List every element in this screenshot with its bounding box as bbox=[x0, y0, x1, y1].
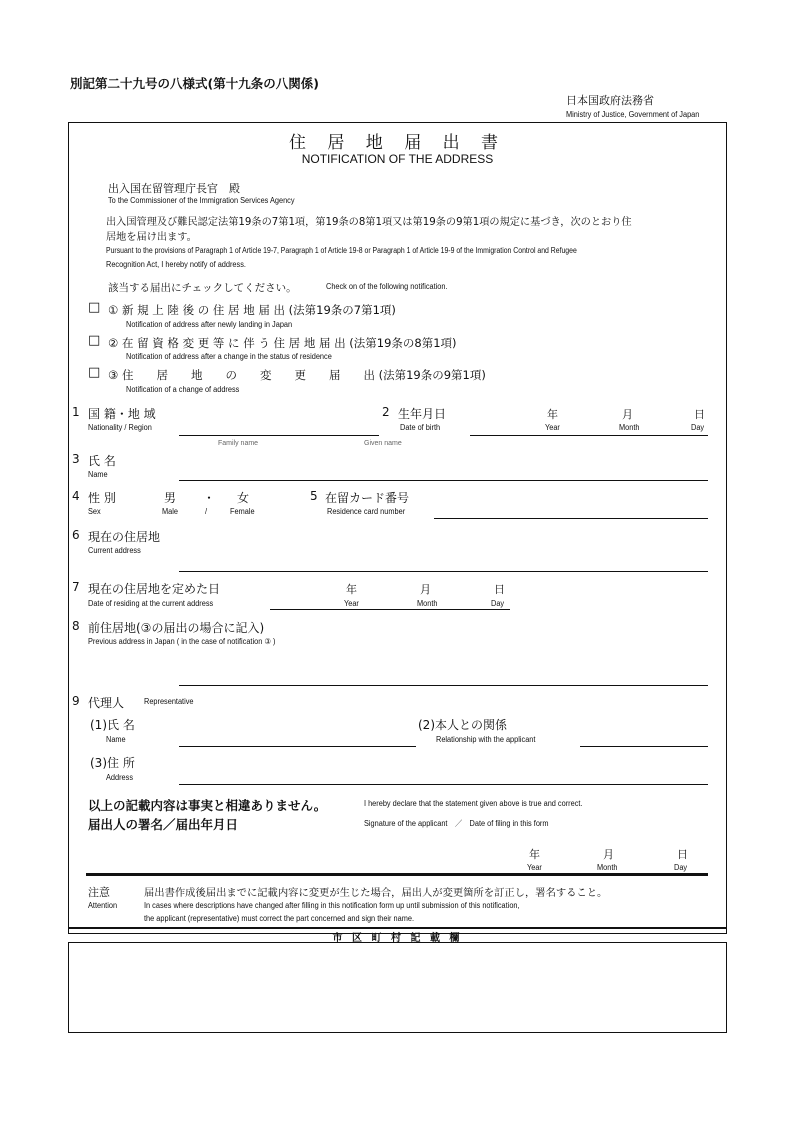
attention-en-1: In cases where descriptions have changed after filling in this notification form up until submission of this notification, bbox=[144, 901, 520, 910]
birth-year-en: Year bbox=[545, 423, 560, 432]
filing-year-en: Year bbox=[527, 863, 542, 872]
name-label-en: Name bbox=[88, 470, 108, 479]
residing-year-en: Year bbox=[344, 599, 359, 608]
option-3-jp: ③ 住 居 地 の 変 更 届 出 (法第19条の9第1項) bbox=[108, 368, 486, 382]
birth-year-jp: 年 bbox=[547, 408, 558, 421]
rep-name-label-en: Name bbox=[106, 735, 126, 744]
previous-address-input-line[interactable] bbox=[179, 685, 708, 686]
checkbox-option-3[interactable]: □ bbox=[88, 365, 101, 380]
field-5-number: 5 bbox=[310, 489, 318, 503]
field-8-number: 8 bbox=[72, 619, 80, 633]
filing-month-jp: 月 bbox=[603, 848, 614, 861]
field-4-number: 4 bbox=[72, 489, 80, 503]
issuer-jp: 日本国政府法務省 bbox=[566, 94, 654, 107]
check-instruction-en: Check on of the following notification. bbox=[326, 282, 448, 291]
field-1-number: 1 bbox=[72, 405, 80, 419]
signature-label-jp: 届出人の署名／届出年月日 bbox=[88, 817, 239, 832]
rep-relation-input-line[interactable] bbox=[580, 746, 708, 747]
nationality-label-jp: 国 籍・地 域 bbox=[88, 407, 156, 421]
check-instruction-jp: 該当する届出にチェックしてください。 bbox=[108, 282, 297, 294]
birth-month-en: Month bbox=[619, 423, 640, 432]
rep-name-input-line[interactable] bbox=[179, 746, 416, 747]
field-3-number: 3 bbox=[72, 452, 80, 466]
representative-label-jp: 代理人 bbox=[88, 696, 125, 710]
representative-label-en: Representative bbox=[144, 697, 194, 706]
sex-separator-jp: ・ bbox=[203, 491, 216, 505]
preamble-jp-2: 居地を届け出ます。 bbox=[106, 232, 197, 243]
nationality-label-en: Nationality / Region bbox=[88, 423, 152, 432]
field-7-number: 7 bbox=[72, 580, 80, 594]
form-title-jp: 住 居 地 届 出 書 bbox=[288, 133, 507, 153]
preamble-jp-1: 出入国管理及び難民認定法第19条の7第1項，第19条の8第1項又は第19条の9第1項の規定に基づき，次のとおり住 bbox=[106, 217, 632, 228]
birth-month-jp: 月 bbox=[622, 408, 633, 421]
rep-address-input-line[interactable] bbox=[179, 784, 708, 785]
preamble-en-2: Recognition Act, I hereby notify of address. bbox=[106, 260, 246, 269]
birth-label-jp: 生年月日 bbox=[398, 407, 447, 421]
declaration-jp: 以上の記載内容は事実と相違ありません。 bbox=[88, 798, 327, 813]
current-address-label-en: Current address bbox=[88, 546, 141, 555]
issuer-en: Ministry of Justice, Government of Japan bbox=[566, 110, 700, 119]
residing-date-input-line[interactable] bbox=[270, 609, 510, 610]
residing-month-en: Month bbox=[417, 599, 438, 608]
option-1-jp: ① 新 規 上 陸 後 の 住 居 地 届 出 (法第19条の7第1項) bbox=[108, 303, 396, 317]
name-label-jp: 氏 名 bbox=[88, 454, 116, 468]
checkbox-option-1[interactable]: □ bbox=[88, 300, 101, 315]
form-code: 別記第二十九号の八様式(第十九条の八関係) bbox=[70, 76, 319, 91]
rep-relation-label-jp: (2)本人との関係 bbox=[418, 718, 507, 732]
residing-date-label-en: Date of residing at the current address bbox=[88, 599, 214, 608]
given-name-hint: Given name bbox=[364, 440, 402, 447]
addressee-en: To the Commissioner of the Immigration Services Agency bbox=[108, 196, 295, 205]
residing-year-jp: 年 bbox=[346, 583, 357, 596]
attention-jp: 届出書作成後届出までに記載内容に変更が生じた場合，届出人が変更箇所を訂正し，署名すること。 bbox=[144, 887, 608, 899]
option-2-en: Notification of address after a change in the status of residence bbox=[126, 352, 332, 361]
filing-day-en: Day bbox=[674, 863, 688, 872]
residing-date-label-jp: 現在の住居地を定めた日 bbox=[88, 582, 221, 596]
card-input-line[interactable] bbox=[434, 518, 708, 519]
residing-day-jp: 日 bbox=[494, 583, 505, 596]
family-name-hint: Family name bbox=[218, 440, 259, 447]
attention-en-2: the applicant (representative) must correct the part concerned and sign their name. bbox=[144, 914, 415, 923]
declaration-en: I hereby declare that the statement given above is true and correct. bbox=[364, 799, 583, 808]
rep-address-label-jp: (3)住 所 bbox=[90, 756, 135, 770]
residing-day-en: Day bbox=[491, 599, 505, 608]
addressee-jp: 出入国在留管理庁長官 殿 bbox=[108, 182, 240, 195]
option-2-jp: ② 在 留 資 格 変 更 等 に 伴 う 住 居 地 届 出 (法第19条の8第1項) bbox=[108, 336, 457, 350]
signature-double-line[interactable] bbox=[86, 873, 708, 876]
attention-label-en: Attention bbox=[88, 901, 118, 910]
sex-label-jp: 性 別 bbox=[88, 491, 116, 505]
option-1-en: Notification of address after newly landing in Japan bbox=[126, 320, 293, 329]
checkbox-option-2[interactable]: □ bbox=[88, 333, 101, 348]
nationality-input-line[interactable] bbox=[179, 435, 379, 436]
rep-name-label-jp: (1)氏 名 bbox=[90, 718, 135, 732]
sex-label-en: Sex bbox=[88, 507, 101, 516]
sex-male-jp[interactable]: 男 bbox=[164, 491, 177, 505]
birth-label-en: Date of birth bbox=[400, 423, 441, 432]
previous-address-label-en: Previous address in Japan ( in the case of notification ③ ) bbox=[88, 637, 276, 646]
sex-female-en[interactable]: Female bbox=[230, 507, 255, 516]
birth-input-line[interactable] bbox=[470, 435, 708, 436]
option-3-en: Notification of a change of address bbox=[126, 385, 240, 394]
residing-month-jp: 月 bbox=[420, 583, 431, 596]
municipal-entry-box[interactable] bbox=[68, 942, 727, 1033]
sex-separator-en: / bbox=[205, 507, 208, 516]
signature-label-en: Signature of the applicant ／ Date of filing in this form bbox=[364, 819, 549, 828]
previous-address-label-jp: 前住居地(③の届出の場合に記入) bbox=[88, 621, 265, 635]
attention-label-jp: 注意 bbox=[88, 886, 110, 899]
rep-address-label-en: Address bbox=[106, 773, 134, 782]
field-9-number: 9 bbox=[72, 694, 80, 708]
filing-day-jp: 日 bbox=[677, 848, 688, 861]
preamble-en-1: Pursuant to the provisions of Paragraph 1 of Article 19-7, Paragraph 1 of Article 19-8 or Paragraph 1 of Article 19-9 of the Immigration Control and Refugee bbox=[106, 246, 577, 255]
rep-relation-label-en: Relationship with the applicant bbox=[436, 735, 536, 744]
filing-month-en: Month bbox=[597, 863, 618, 872]
field-2-number: 2 bbox=[382, 405, 390, 419]
municipal-header: 市 区 町 村 記 載 欄 bbox=[332, 933, 463, 944]
current-address-input-line[interactable] bbox=[179, 571, 708, 572]
card-label-jp: 在留カード番号 bbox=[325, 491, 410, 505]
form-title-en: NOTIFICATION OF THE ADDRESS bbox=[301, 152, 494, 166]
birth-day-en: Day bbox=[691, 423, 705, 432]
name-input-line[interactable] bbox=[179, 480, 708, 481]
sex-male-en[interactable]: Male bbox=[162, 507, 178, 516]
sex-female-jp[interactable]: 女 bbox=[237, 491, 250, 505]
card-label-en: Residence card number bbox=[327, 507, 406, 516]
filing-year-jp: 年 bbox=[529, 848, 540, 861]
field-6-number: 6 bbox=[72, 528, 80, 542]
birth-day-jp: 日 bbox=[694, 408, 705, 421]
current-address-label-jp: 現在の住居地 bbox=[88, 530, 161, 544]
